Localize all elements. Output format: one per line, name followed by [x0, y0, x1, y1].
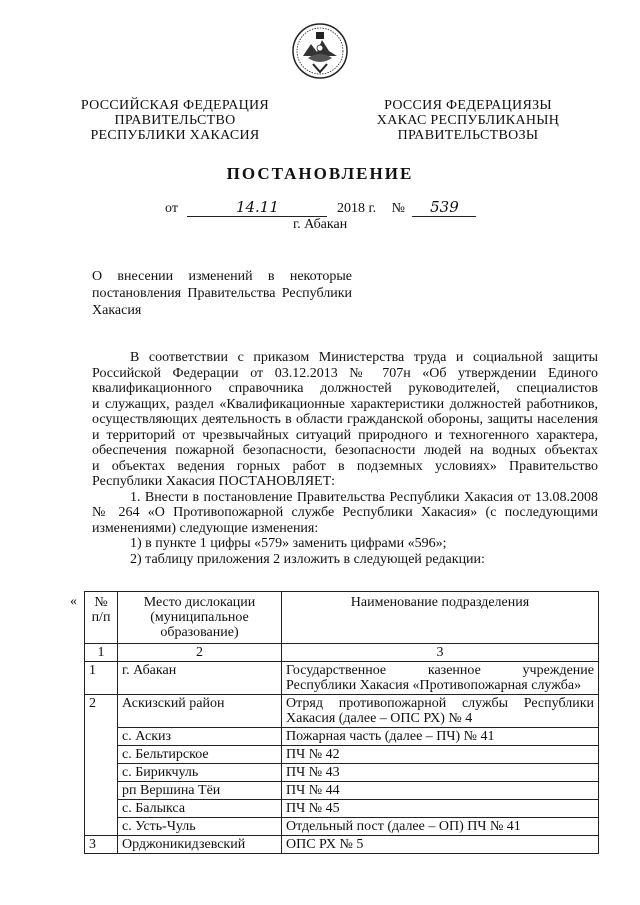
- row-place: Аскизский район: [118, 695, 282, 728]
- row-unit: ПЧ № 44: [282, 782, 599, 800]
- document-title: ПОСТАНОВЛЕНИЕ: [226, 164, 414, 183]
- col-number: 3: [282, 644, 599, 662]
- table-row: [85, 662, 599, 695]
- date-line: [165, 200, 476, 217]
- table-row: [85, 818, 599, 836]
- row-place: с. Балыкса: [118, 800, 282, 818]
- preamble-paragraph: [92, 350, 598, 567]
- subject-line: Хакасия: [92, 303, 142, 318]
- body-line: 1. Внести в постановление Правительства Республики Хакасия от 13.08.2008: [130, 489, 598, 505]
- handwritten-date: 14.11: [235, 198, 279, 216]
- header-num: № п/п: [85, 592, 118, 644]
- unit-line: Государственное казенное учреждение: [286, 663, 594, 678]
- row-unit: [282, 695, 599, 728]
- body-line: Российской Федерации от 03.12.2013 № 707н «Об утверждении Единого: [92, 365, 598, 381]
- unit-line: Хакасия (далее – ОПС РХ) № 4: [286, 711, 473, 726]
- body-line: и объектах ведения горных работ в подземных условиях» Правительство: [92, 458, 598, 474]
- column-numbers-row: [85, 644, 599, 662]
- header-left-line: РОССИЙСКАЯ ФЕДЕРАЦИЯ: [80, 98, 270, 113]
- body-line: и территорий от чрезвычайных ситуаций природного и техногенного характера,: [92, 427, 598, 443]
- row-unit: [282, 662, 599, 695]
- table-row: [85, 800, 599, 818]
- units-table: [84, 591, 599, 854]
- unit-line: Республики Хакасия «Противопожарная служба»: [286, 678, 582, 693]
- body-line: квалификационного справочника должностей руководителей, специалистов: [92, 381, 598, 396]
- body-line: № 264 «О Противопожарной службе Республики Хакасия» (с последующими: [92, 505, 598, 520]
- row-num: 3: [85, 836, 118, 854]
- header-right-line: РОССИЯ ФЕДЕРАЦИЯЗЫ: [384, 98, 552, 113]
- header-left-line: РЕСПУБЛИКИ ХАКАСИЯ: [90, 128, 260, 143]
- row-unit: ПЧ № 43: [282, 764, 599, 782]
- header-unit: Наименование подразделения: [282, 592, 599, 644]
- item-2: 2) таблицу приложения 2 изложить в следующей редакции:: [130, 551, 485, 567]
- row-place: с. Бельтирское: [118, 746, 282, 764]
- row-unit: Отдельный пост (далее – ОП) ПЧ № 41: [282, 818, 599, 836]
- header-right-line: ПРАВИТЕЛЬСТВОЗЫ: [397, 128, 539, 143]
- header-right-line: ХАКАС РЕСПУБЛИКАНЫҢ: [376, 113, 560, 128]
- row-num: 1: [85, 662, 118, 695]
- body-line: обеспечения пожарной безопасности, безопасности людей на водных объектах: [92, 443, 598, 458]
- table-row: [85, 782, 599, 800]
- header-left: [70, 98, 280, 143]
- number-label: №: [391, 201, 405, 216]
- unit-line: Отряд противопожарной службы Республики: [286, 696, 594, 711]
- header-right: [358, 98, 578, 143]
- handwritten-number: 539: [430, 198, 459, 216]
- year-label: 2018 г.: [336, 201, 377, 216]
- col-number: 1: [85, 644, 118, 662]
- from-label: от: [165, 201, 178, 216]
- row-unit: ПЧ № 42: [282, 746, 599, 764]
- table-row: [85, 746, 599, 764]
- row-place: с. Аскиз: [118, 728, 282, 746]
- table-header-row: [85, 592, 599, 644]
- row-num: 2: [85, 695, 118, 836]
- table-row: [85, 764, 599, 782]
- body-line: осуществляющих деятельность в области гражданской обороны, защиты населения: [92, 412, 598, 427]
- row-place: Орджоникидзевский: [118, 836, 282, 854]
- header-left-line: ПРАВИТЕЛЬСТВО: [114, 113, 236, 128]
- table-row: [85, 836, 599, 854]
- subject-block: [92, 268, 352, 319]
- header-place: Место дислокации (муниципальное образование): [118, 592, 282, 644]
- row-unit: ОПС РХ № 5: [282, 836, 599, 854]
- item-1: 1) в пункте 1 цифры «579» заменить цифрами «596»;: [130, 536, 447, 551]
- table-row: [85, 728, 599, 746]
- row-unit: Пожарная часть (далее – ПЧ) № 41: [282, 728, 599, 746]
- body-line: Республики Хакасия ПОСТАНОВЛЯЕТ:: [92, 474, 336, 489]
- row-unit: ПЧ № 45: [282, 800, 599, 818]
- subject-line: постановления Правительства Республики: [92, 286, 352, 301]
- subject-line: О внесении изменений в некоторые: [92, 269, 352, 284]
- row-place: с. Бирикчуль: [118, 764, 282, 782]
- city: г. Абакан: [293, 217, 348, 232]
- quote-mark: «: [70, 594, 77, 609]
- body-line: изменениями) следующие изменения:: [92, 520, 319, 536]
- coat-of-arms-icon: [291, 20, 349, 82]
- row-place: с. Усть-Чуль: [118, 818, 282, 836]
- body-line: В соответствии с приказом Министерства труда и социальной защиты: [130, 350, 598, 365]
- col-number: 2: [118, 644, 282, 662]
- body-line: и служащих, раздел «Квалификационные характеристики должностей работников,: [92, 396, 598, 412]
- table-row: [85, 695, 599, 728]
- row-place: рп Вершина Тёи: [118, 782, 282, 800]
- row-place: г. Абакан: [118, 662, 282, 695]
